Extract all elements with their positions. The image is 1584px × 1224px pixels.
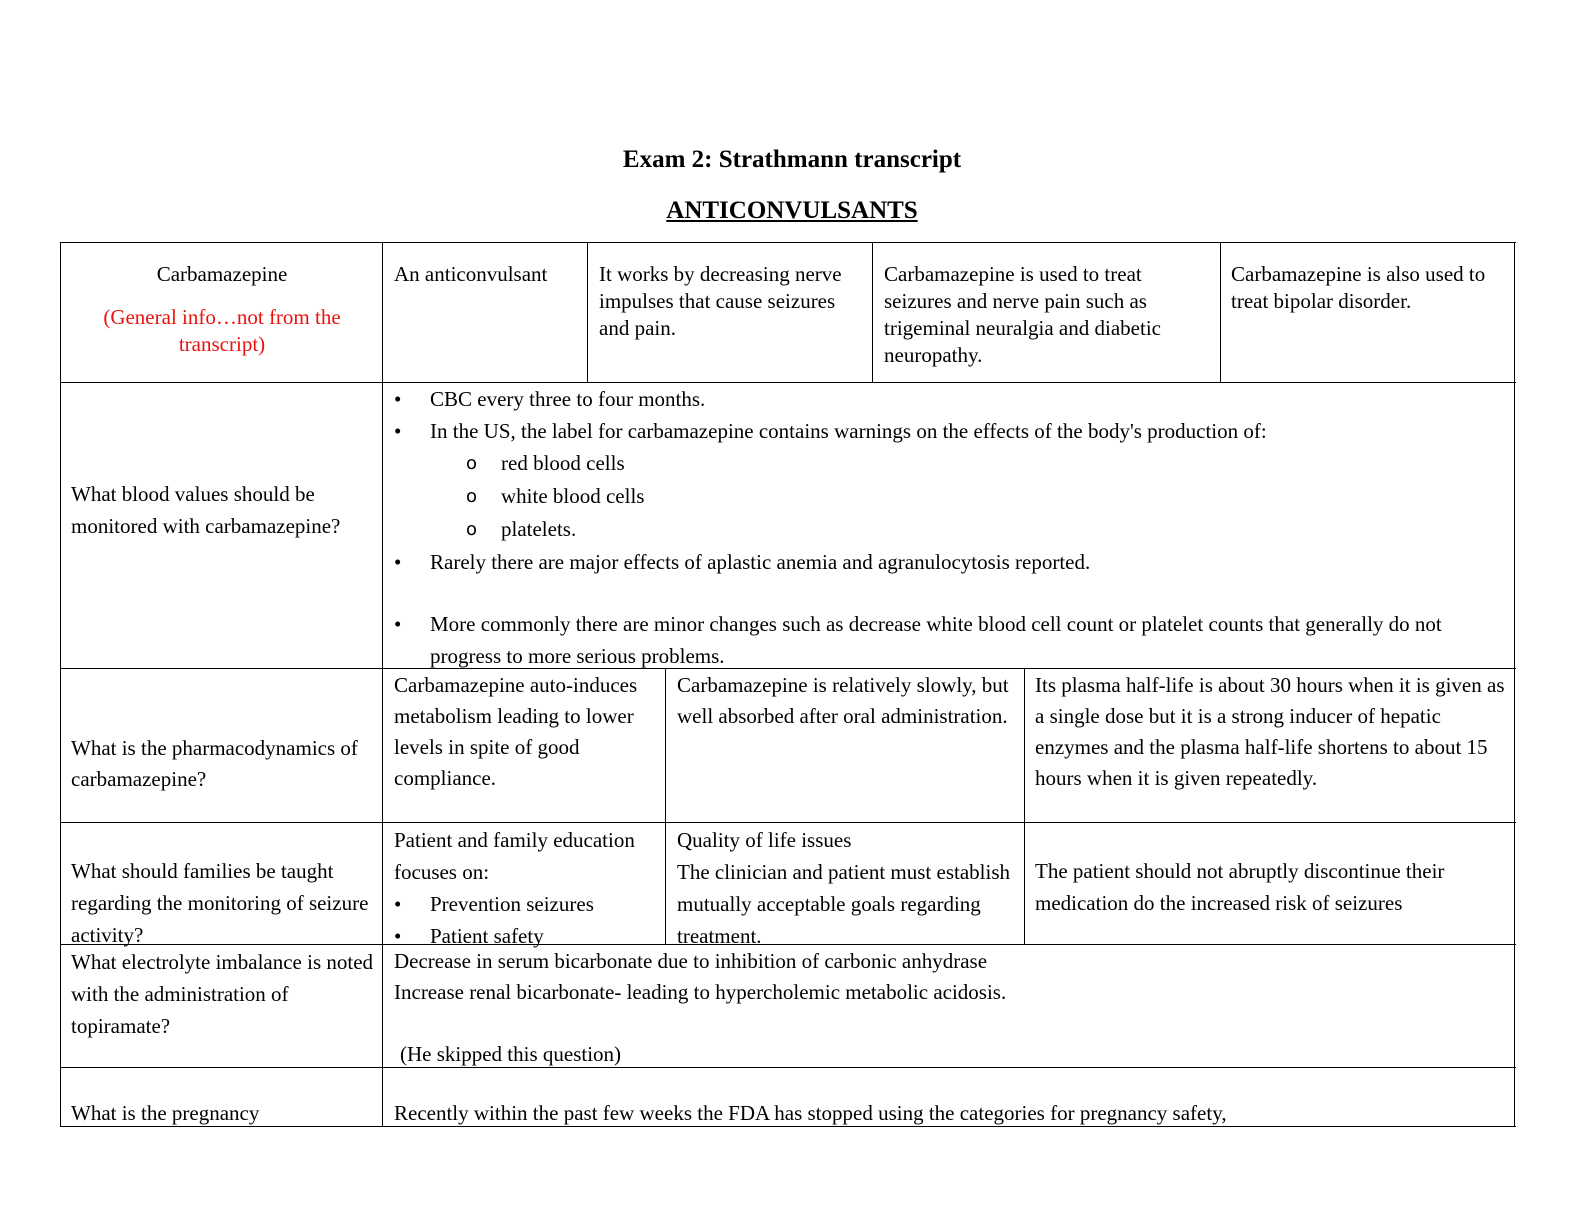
pregnancy-answer: Recently within the past few weeks the FDA has stopped using the categories for pregnancy safety,	[394, 1101, 1227, 1125]
question-blood-values: What blood values should be monitored with carbamazepine?	[71, 482, 341, 538]
uses-cell: Carbamazepine is used to treat seizures and nerve pain such as trigeminal neuralgia and diabetic neuropathy.	[884, 262, 1161, 367]
sub-list-item-text: platelets.	[501, 517, 577, 541]
question-pharmacodynamics: What is the pharmacodynamics of carbamazepine?	[71, 736, 358, 791]
education-list	[394, 888, 660, 952]
other-uses-cell: Carbamazepine is also used to treat bipolar disorder.	[1231, 262, 1486, 313]
question-electrolyte: What electrolyte imbalance is noted with the administration of topiramate?	[71, 950, 374, 1038]
sub-list-item	[394, 480, 1509, 513]
column-divider	[665, 668, 666, 944]
list-item	[394, 608, 1509, 672]
table-border-left	[60, 242, 61, 1127]
bullet-icon: •	[394, 892, 402, 916]
sub-list-item-text: white blood cells	[501, 484, 645, 508]
list-item	[394, 383, 1509, 415]
quality-of-life-cell	[677, 824, 1019, 952]
list-item-text: Patient safety	[430, 924, 544, 948]
circle-bullet-icon: o	[466, 519, 478, 540]
page-title: Exam 2: Strathmann transcript	[622, 146, 962, 173]
bullet-icon: •	[394, 387, 402, 411]
mechanism-cell: It works by decreasing nerve impulses that cause seizures and pain.	[599, 262, 842, 340]
list-item-text: In the US, the label for carbamazepine contains warnings on the effects of the body's production of:	[430, 419, 1267, 443]
auto-induction-cell: Carbamazepine auto-induces metabolism leading to lower levels in spite of good compliance.	[394, 673, 638, 790]
column-divider	[872, 242, 873, 382]
column-divider	[1220, 242, 1221, 382]
half-life-cell: Its plasma half-life is about 30 hours when it is given as a single dose but it is a strong inducer of hepatic enzymes and the plasma half-life shortens to about 15 hours when it is given repeatedly.	[1035, 673, 1505, 790]
education-intro: Patient and family education focuses on:	[394, 828, 635, 884]
electrolyte-line-1: Decrease in serum bicarbonate due to inhibition of carbonic anhydrase	[394, 949, 988, 973]
blood-cell-sublist	[394, 447, 1509, 546]
section-title: ANTICONVULSANTS	[666, 197, 918, 224]
education-cell	[394, 824, 660, 952]
drug-name: Carbamazepine	[156, 262, 288, 286]
blood-values-list	[394, 383, 1509, 447]
effects-list	[394, 546, 1509, 672]
general-info-note: (General info…not from the transcript)	[103, 305, 341, 356]
drug-name-cell	[72, 261, 372, 358]
sub-list-item	[394, 513, 1509, 546]
list-item	[394, 888, 660, 920]
bullet-icon: •	[394, 419, 402, 443]
quality-of-life-text: The clinician and patient must establish mutually acceptable goals regarding treatment.	[677, 860, 1010, 948]
list-item-text: Prevention seizures	[430, 892, 594, 916]
column-divider	[587, 242, 588, 382]
row-divider	[60, 822, 1516, 823]
question-pregnancy: What is the pregnancy	[71, 1101, 260, 1125]
drug-class-cell: An anticonvulsant	[394, 262, 548, 286]
discontinuation-cell: The patient should not abruptly discontinue their medication do the increased risk of seizures	[1035, 859, 1445, 915]
table-border-right	[1514, 242, 1515, 1127]
electrolyte-answer	[394, 946, 1509, 1070]
blood-values-answer	[394, 383, 1509, 672]
quality-of-life-heading: Quality of life issues	[677, 828, 852, 852]
column-divider	[382, 242, 383, 1127]
column-divider	[1024, 668, 1025, 944]
bullet-icon: •	[394, 550, 402, 574]
list-item	[394, 415, 1509, 447]
bullet-icon: •	[394, 924, 402, 948]
sub-list-item-text: red blood cells	[501, 451, 625, 475]
circle-bullet-icon: o	[466, 453, 478, 474]
electrolyte-line-2: Increase renal bicarbonate- leading to hypercholemic metabolic acidosis.	[394, 980, 1007, 1004]
list-item-text: CBC every three to four months.	[430, 387, 706, 411]
circle-bullet-icon: o	[466, 486, 478, 507]
absorption-cell: Carbamazepine is relatively slowly, but well absorbed after oral administration.	[677, 673, 1009, 728]
list-item	[394, 546, 1509, 578]
question-family-teaching: What should families be taught regarding the monitoring of seizure activity?	[71, 859, 369, 947]
list-item-text: More commonly there are minor changes such as decrease white blood cell count or platelet counts that generally do not progress to more serious problems.	[430, 612, 1442, 668]
list-item-text: Rarely there are major effects of aplastic anemia and agranulocytosis reported.	[430, 550, 1091, 574]
table-border-top	[60, 242, 1516, 243]
skipped-note: (He skipped this question)	[400, 1042, 622, 1066]
bullet-icon: •	[394, 612, 402, 636]
sub-list-item	[394, 447, 1509, 480]
